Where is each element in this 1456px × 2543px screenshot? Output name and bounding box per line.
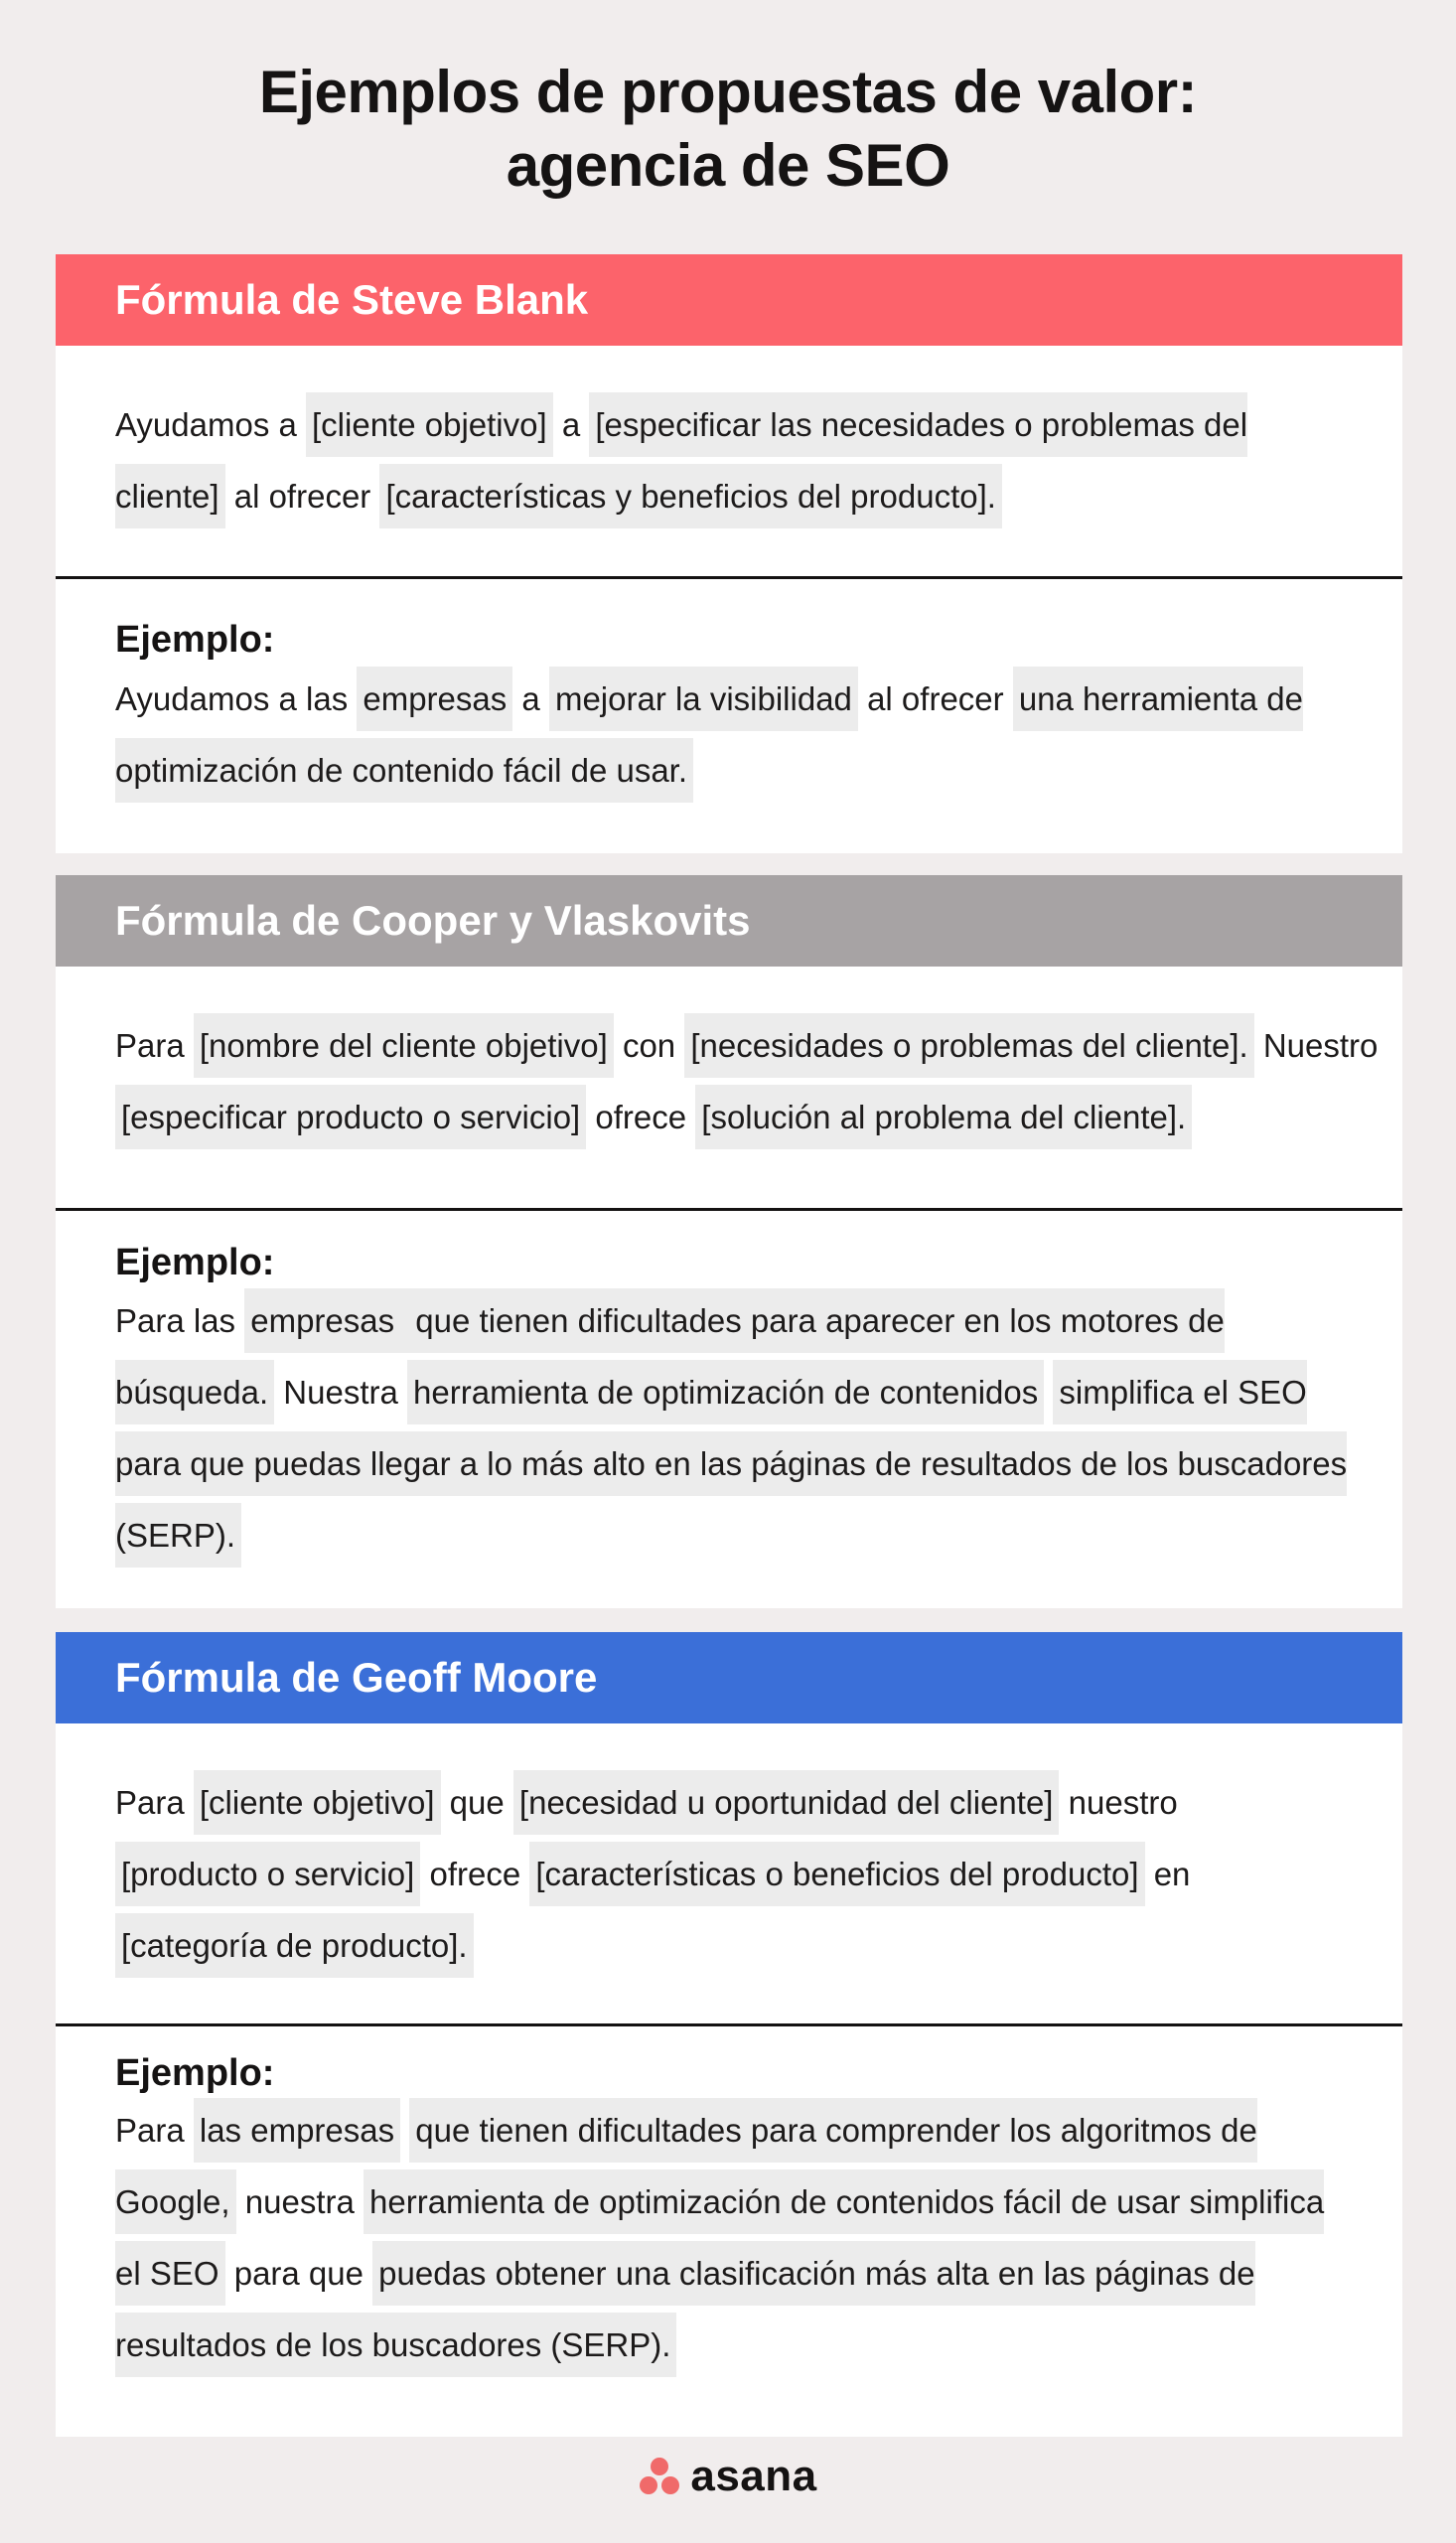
text-segment: al ofrecer [224,478,380,515]
highlighted-text: empresas [357,680,512,717]
text-segment: nuestra [235,2183,364,2220]
text-segment: a [552,406,590,443]
highlighted-text: [solución al problema del cliente]. [695,1099,1192,1135]
text-segment: Nuestro [1253,1027,1379,1064]
highlighted-text: [necesidades o problemas del cliente]. [684,1027,1253,1064]
highlighted-text: [cliente objetivo] [194,1784,441,1821]
example-label: Ejemplo: [115,619,275,661]
highlighted-text: herramienta de optimización de contenidos fácil de usar simplifica el SEO [115,2183,1325,2292]
highlighted-text: [características o beneficios del producto] [529,1856,1144,1892]
highlighted-text: [necesidad u oportunidad del cliente] [513,1784,1060,1821]
text-segment: para que [224,2255,373,2292]
text-segment: ofrece [420,1856,530,1892]
highlighted-text: [especificar las necesidades o problemas del cliente] [115,406,1248,515]
text-segment: Para [115,1784,194,1821]
text-segment: que [440,1784,513,1821]
formula-block [56,1723,1402,2023]
footer [0,2442,1456,2511]
highlighted-text: [categoría de producto]. [115,1927,474,1964]
highlighted-text: [características y beneficios del producto]. [379,478,1001,515]
text-segment: en [1144,1856,1191,1892]
text-segment: ofrece [586,1099,696,1135]
title-line-2: agencia de SEO [506,132,950,199]
highlighted-text: empresas [244,1302,400,1339]
page-title [0,56,1456,203]
highlighted-text: mejorar la visibilidad [549,680,858,717]
formula-text [115,1010,1396,1153]
example-label: Ejemplo: [115,1242,275,1283]
formula-text [115,389,1287,532]
text-segment [400,2112,409,2149]
highlighted-text: [producto o servicio] [115,1856,420,1892]
asana-dots-icon [639,2457,680,2496]
section-header: Fórmula de Steve Blank [56,254,1402,346]
highlighted-text: que tienen dificultades para comprender los algoritmos de Google, [115,2112,1257,2220]
example-text [115,664,1347,807]
highlighted-text: puedas obtener una clasificación más alta en las páginas de resultados de los buscadores (SERP). [115,2255,1255,2363]
brand-name: asana [690,2452,817,2500]
text-segment: nuestro [1059,1784,1178,1821]
asana-logo [639,2452,816,2501]
example-block [56,579,1402,853]
highlighted-text: [cliente objetivo] [306,406,553,443]
section-geoff-moore [56,1632,1402,2437]
section-header: Fórmula de Geoff Moore [56,1632,1402,1723]
text-segment: Ayudamos a [115,406,307,443]
text-segment: al ofrecer [857,680,1013,717]
text-segment: Ayudamos a las [115,680,358,717]
formula-block [56,967,1402,1208]
example-label: Ejemplo: [115,2052,275,2094]
text-segment: Nuestra [274,1374,408,1411]
formula-block [56,346,1402,576]
highlighted-text: simplifica el SEO para que puedas llegar a lo más alto en las páginas de resultados de los buscadores (SERP). [115,1374,1348,1554]
text-segment: con [613,1027,685,1064]
text-segment: Para las [115,1302,245,1339]
highlighted-text: las empresas [194,2112,400,2149]
highlighted-text: herramienta de optimización de contenidos [407,1374,1044,1411]
highlighted-text: [nombre del cliente objetivo] [194,1027,614,1064]
highlighted-text: que tienen dificultades para aparecer en los motores de búsqueda. [115,1302,1225,1411]
example-block [56,1211,1402,1608]
example-block [56,2026,1402,2437]
section-header: Fórmula de Cooper y Vlaskovits [56,875,1402,967]
section-cooper-vlaskovits [56,875,1402,1608]
title-line-1: Ejemplos de propuestas de valor: [258,59,1198,125]
highlighted-text: [especificar producto o servicio] [115,1099,586,1135]
text-segment: Para [115,2112,194,2149]
text-segment: Para [115,1027,194,1064]
formula-text [115,1767,1297,1982]
highlighted-text: una herramienta de optimización de contenido fácil de usar. [115,680,1304,789]
section-steve-blank [56,254,1402,853]
example-text [115,2095,1337,2381]
example-text [115,1285,1377,1571]
text-segment: a [512,680,549,717]
